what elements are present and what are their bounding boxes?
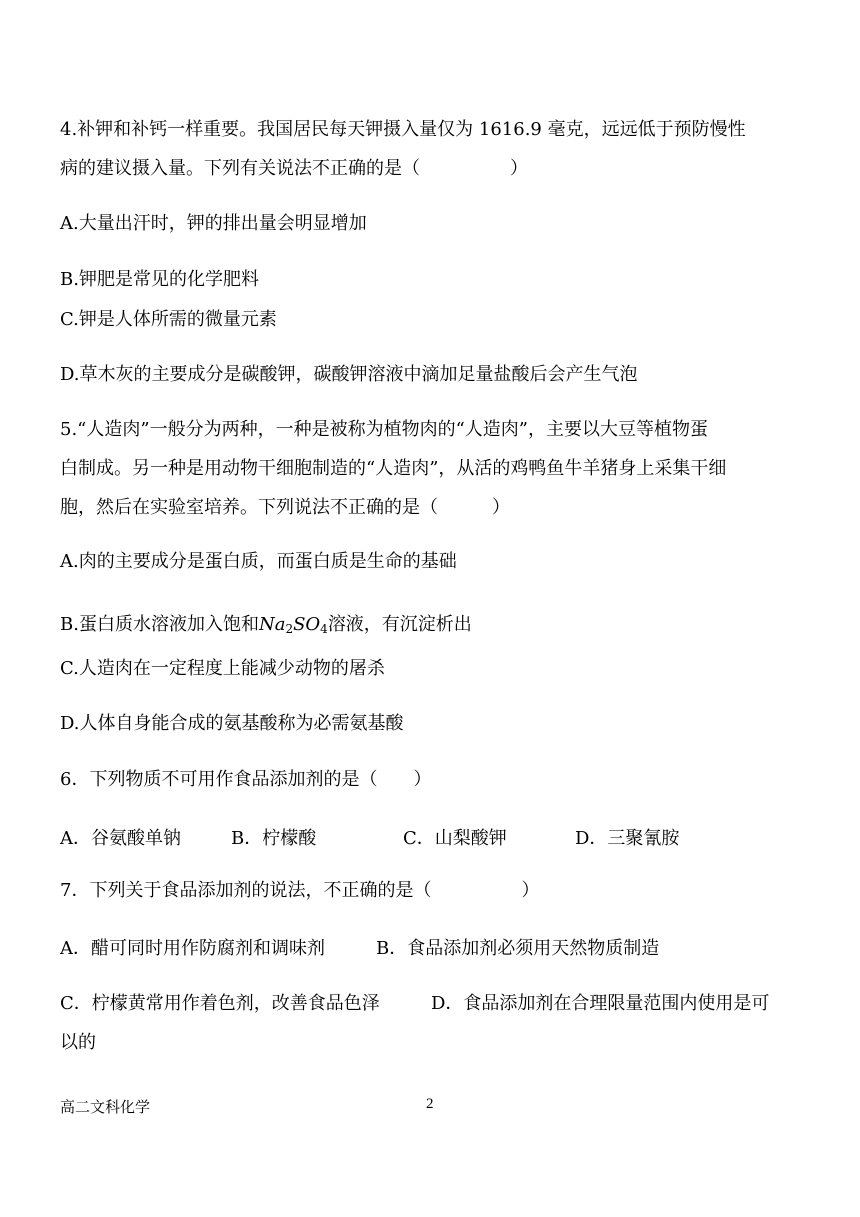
q6-option-d: D．三聚氰胺 bbox=[575, 828, 680, 849]
q4-option-b: B.钾肥是常见的化学肥料 bbox=[60, 269, 259, 290]
q6-stem: 6．下列物质不可用作食品添加剂的是（ ） bbox=[60, 769, 432, 790]
q5-stem-line3: 胞，然后在实验室培养。下列说法不正确的是（ ） bbox=[60, 497, 510, 518]
q7-option-c: C．柠檬黄常用作着色剂，改善食品色泽 bbox=[60, 993, 380, 1014]
formula-so: SO bbox=[293, 614, 321, 635]
q4-option-d: D.草木灰的主要成分是碳酸钾，碳酸钾溶液中滴加足量盐酸后会产生气泡 bbox=[60, 364, 638, 385]
q4-option-a: A.大量出汗时，钾的排出量会明显增加 bbox=[60, 213, 367, 234]
q7-stem: 7．下列关于食品添加剂的说法，不正确的是（ ） bbox=[60, 880, 540, 901]
q7-option-d-line2: 以的 bbox=[60, 1032, 96, 1053]
formula-subscript-2: 2 bbox=[285, 622, 294, 636]
q7-option-d-line1: D．食品添加剂在合理限量范围内使用是可 bbox=[431, 993, 770, 1014]
q5-stem-line1: 5.“人造肉”一般分为两种，一种是被称为植物肉的“人造肉”，主要以大豆等植物蛋 bbox=[60, 419, 708, 440]
formula-subscript-4: 4 bbox=[320, 622, 328, 636]
q5-option-b bbox=[60, 613, 472, 641]
q6-option-a: A．谷氨酸单钠 bbox=[60, 828, 181, 849]
q7-option-b: B．食品添加剂必须用天然物质制造 bbox=[376, 938, 660, 959]
q5-option-c: C.人造肉在一定程度上能减少动物的屠杀 bbox=[60, 658, 385, 679]
q5-option-a: A.肉的主要成分是蛋白质，而蛋白质是生命的基础 bbox=[60, 551, 457, 572]
q6-option-c: C．山梨酸钾 bbox=[403, 828, 507, 849]
q4-stem-line1: 4.补钾和补钙一样重要。我国居民每天钾摄入量仅为 1616.9 毫克，远远低于预防慢性 bbox=[60, 119, 746, 140]
q5-option-d: D.人体自身能合成的氨基酸称为必需氨基酸 bbox=[60, 713, 404, 734]
q5-option-b-prefix: B.蛋白质水溶液加入饱和 bbox=[60, 614, 259, 635]
q5-option-b-suffix: 溶液，有沉淀析出 bbox=[327, 614, 472, 635]
q7-option-a: A．醋可同时用作防腐剂和调味剂 bbox=[60, 938, 325, 959]
q4-stem-line2: 病的建议摄入量。下列有关说法不正确的是（ ） bbox=[60, 158, 528, 179]
sodium-sulfate-formula bbox=[259, 614, 328, 635]
q6-option-b: B．柠檬酸 bbox=[231, 828, 317, 849]
q5-stem-line2: 白制成。另一种是用动物干细胞制造的“人造肉”，从活的鸡鸭鱼牛羊猪身上采集干细 bbox=[60, 458, 727, 479]
page-number: 2 bbox=[426, 1096, 434, 1112]
q4-option-c: C.钾是人体所需的微量元素 bbox=[60, 309, 277, 330]
footer-subject: 高二文科化学 bbox=[60, 1100, 151, 1116]
formula-na: Na bbox=[258, 614, 286, 635]
